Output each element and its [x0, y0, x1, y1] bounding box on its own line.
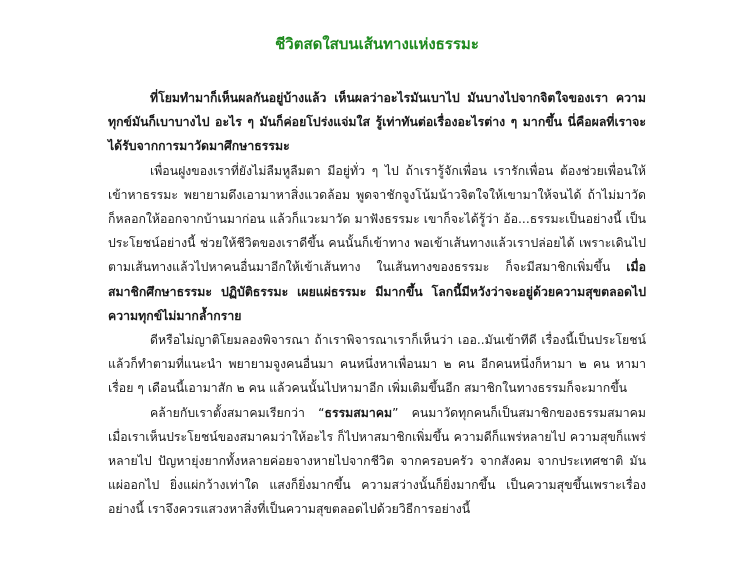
paragraph-1	[108, 86, 646, 159]
paragraph-3	[108, 328, 646, 401]
paragraph-4-text-before: คล้ายกับเราตั้งสมาคมเรียกว่า “	[150, 405, 325, 420]
paragraph-2	[108, 159, 646, 328]
paragraph-2-bold: เมื่อสมาชิกศึกษาธรรมะ ปฏิบัติธรรมะ เผยแผ่ธรรมะ มีมากขึ้น โลกนี้มีหวังว่าจะอยู่ด้วยความสุขตลอดไป ความทุกข์ไม่มากล้ำกราย	[108, 260, 646, 323]
paragraph-3-text: ดีหรือไม่ญาติโยมลองพิจารณา ถ้าเราพิจารณาเราก็เห็นว่า เออ..มันเข้าทีดี เรื่องนี้เป็นประโยชน์ แล้วก็ทำตามที่แนะนำ พยายามจูงคนอื่นมา คนหนึ่งหาเพื่อนมา ๒ คน อีกคนหนึ่งก็หามา ๒ คน หามาเรื่อย ๆ เดือนนี้เอามาสัก ๒ คน แล้วคนนั้นไปหามาอีก เพิ่มเติมขึ้นอีก สมาชิกในทางธรรมก็จะมากขึ้น	[108, 333, 646, 396]
paragraph-4-text-after: ” คนมาวัดทุกคนก็เป็นสมาชิกของธรรมสมาคม เมื่อเราเห็นประโยชน์ของสมาคมว่าให้อะไร ก็ไปหาสมาชิกเพิ่มขึ้น ความดีก็แพร่หลายไป ความสุขก็แพร่หลายไป ปัญหายุ่งยากทั้งหลายค่อยจางหายไปจากชีวิต จากครอบครัว จากสังคม จากประเทศชาติ มันแผ่ออกไป ยิ่งแผ่กว้างเท่าใด แสงก็ยิ่งมากขึ้น ความสว่างนั้นก็ยิ่งมากขึ้น เป็นความสุขขึ้นเพราะเรื่องอย่างนี้ เราจึงควรแสวงหาสิ่งที่เป็นความสุขตลอดไปด้วยวิธีการอย่างนี้	[108, 405, 646, 517]
paragraph-1-bold: ที่โยมทำมาก็เห็นผลกันอยู่บ้างแล้ว เห็นผลว่าอะไรมันเบาไป มันบางไปจากจิตใจของเรา ความทุกข์มันก็เบาบางไป อะไร ๆ มันก็ค่อยโปร่งแจ่มใส รู้เท่าทันต่อเรื่องอะไรต่าง ๆ มากขึ้น นี่คือผลที่เราจะได้รับจากการมาวัดมาศึกษาธรรมะ	[108, 91, 646, 154]
article-title: ชีวิตสดใสบนเส้นทางแห่งธรรมะ	[275, 35, 479, 53]
paragraph-4-bold-term: ธรรมสมาคม	[324, 405, 393, 420]
paragraph-4	[108, 401, 646, 522]
paragraph-2-text: เพื่อนฝูงของเราที่ยังไม่ลืมหูลืมตา มีอยู่ทั่ว ๆ ไป ถ้าเรารู้จักเพื่อน เรารักเพื่อน ต้องช่วยเพื่อนให้เข้าหาธรรมะ พยายามดึงเอามาหาสิ่งแวดล้อม พูดจาชักจูงโน้มน้าวจิตใจให้เขามาให้จนได้ ถ้าไม่มาวัดก็หลอกให้ออกจากบ้านมาก่อน แล้วก็แวะมาวัด มาฟังธรรมะ เขาก็จะได้รู้ว่า อ้อ...ธรรมะเป็นอย่างนี้ เป็นประโยชน์อย่างนี้ ช่วยให้ชีวิตของเราดีขึ้น คนนั้นก็เข้าทาง พอเข้าเส้นทางแล้วเราปล่อยได้ เพราะเดินไปตามเส้นทางแล้วไปหาคนอื่นมาอีกให้เข้าเส้นทาง ในเส้นทางของธรรมะ ก็จะมีสมาชิกเพิ่มขึ้น	[108, 163, 646, 275]
